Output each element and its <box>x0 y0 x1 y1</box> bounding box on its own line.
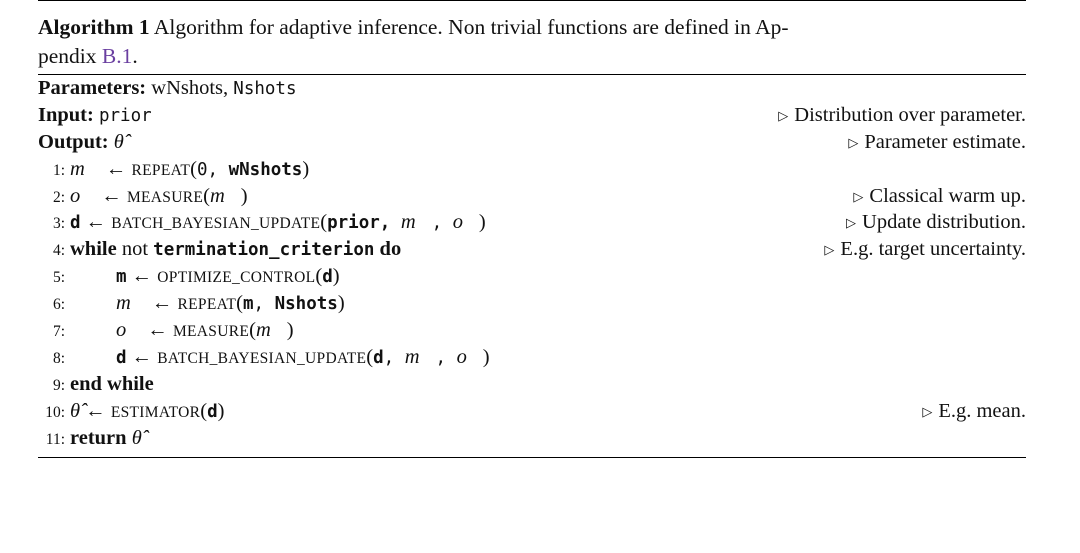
keyword-end-while: end while <box>70 372 154 395</box>
comment-triangle-icon: ▷ <box>846 215 857 231</box>
algorithm-step: 8: d ← BATCH_BAYESIAN_UPDATE(d, m⃗, o⃗) <box>38 344 1026 371</box>
caption-period: . <box>132 44 138 68</box>
function-repeat: REPEAT <box>177 296 237 314</box>
algorithm-step: 3: d ← BATCH_BAYESIAN_UPDATE(prior, m⃗, o⃗) ▷ Update distribution. <box>38 209 1026 236</box>
input-label: Input: <box>38 103 94 126</box>
bottom-rule <box>38 457 1026 458</box>
keyword-do: do <box>379 238 402 261</box>
keyword-return: return <box>70 426 127 449</box>
line-number: 11: <box>45 430 65 448</box>
algorithm-caption <box>38 1 1026 74</box>
function-measure: MEASURE <box>126 188 204 206</box>
line-number: 5: <box>52 269 65 287</box>
line-number: 8: <box>52 349 65 367</box>
keyword-while: while <box>70 238 117 261</box>
output-line <box>38 129 1026 156</box>
function-batch-update: BATCH_BAYESIAN_UPDATE <box>111 215 321 233</box>
step-comment: ▷ Update distribution. <box>846 211 1026 234</box>
line-number: 7: <box>52 323 65 341</box>
algorithm-body <box>38 75 1026 451</box>
step-comment: ▷ Classical warm up. <box>853 184 1026 207</box>
caption-text: Algorithm for adaptive inference. Non trivial functions are defined in Ap- <box>149 15 789 39</box>
parameters-nshots: Nshots <box>233 79 297 99</box>
comment-triangle-icon: ▷ <box>922 403 933 419</box>
step-comment: ▷ E.g. target uncertainty. <box>824 238 1026 261</box>
caption-label: Algorithm 1 <box>38 15 150 39</box>
algorithm-step: 4: while not termination_criterion do ▷ E.g. target uncertainty. <box>38 236 1026 263</box>
parameters-label: Parameters: <box>38 77 147 99</box>
function-batch-update: BATCH_BAYESIAN_UPDATE <box>157 349 367 367</box>
input-line <box>38 102 1026 129</box>
output-value: θ̂ <box>113 130 124 153</box>
caption-text-2: pendix <box>38 44 102 68</box>
function-optimize-control: OPTIMIZE_CONTROL <box>157 269 316 287</box>
algorithm-step: 5: m ← OPTIMIZE_CONTROL(d) <box>38 263 1026 290</box>
line-number: 9: <box>52 376 65 394</box>
algorithm-box <box>38 0 1026 458</box>
algorithm-step: 1: m⃗ ← REPEAT(0, wNshots) <box>38 156 1026 183</box>
appendix-link[interactable]: B.1 <box>101 44 133 68</box>
line-number: 2: <box>52 188 65 206</box>
input-value: prior <box>98 105 152 126</box>
parameters-line <box>38 75 1026 102</box>
function-estimator: ESTIMATOR <box>110 403 201 421</box>
output-comment: ▷ Parameter estimate. <box>848 130 1026 153</box>
function-repeat: REPEAT <box>131 161 191 179</box>
output-label: Output: <box>38 130 109 153</box>
algorithm-step: 6: m⃗ ← REPEAT(m, Nshots) <box>38 290 1026 317</box>
parameters-wnshots: wNshots <box>151 77 224 99</box>
algorithm-step <box>38 371 1026 398</box>
algorithm-step: 10: θ̂ ← ESTIMATOR(d) ▷ E.g. mean. <box>38 398 1026 425</box>
function-measure: MEASURE <box>172 323 250 341</box>
algorithm-step: 7: o⃗ ← MEASURE(m⃗) <box>38 317 1026 344</box>
comment-triangle-icon: ▷ <box>848 134 859 150</box>
input-comment: ▷ Distribution over parameter. <box>778 103 1026 126</box>
comment-triangle-icon: ▷ <box>824 242 835 258</box>
line-number: 10: <box>45 403 65 421</box>
algorithm-step: 2: o⃗ ← MEASURE(m⃗) ▷ Classical warm up. <box>38 183 1026 210</box>
step-comment: ▷ E.g. mean. <box>922 399 1026 422</box>
line-number: 4: <box>52 242 65 260</box>
comment-triangle-icon: ▷ <box>778 107 789 123</box>
line-number: 3: <box>52 215 65 233</box>
comment-triangle-icon: ▷ <box>853 188 864 204</box>
algorithm-step: 11: return θ̂ <box>38 425 1026 452</box>
line-number: 6: <box>52 296 65 314</box>
line-number: 1: <box>52 161 65 179</box>
parameters-sep: , <box>223 77 234 99</box>
